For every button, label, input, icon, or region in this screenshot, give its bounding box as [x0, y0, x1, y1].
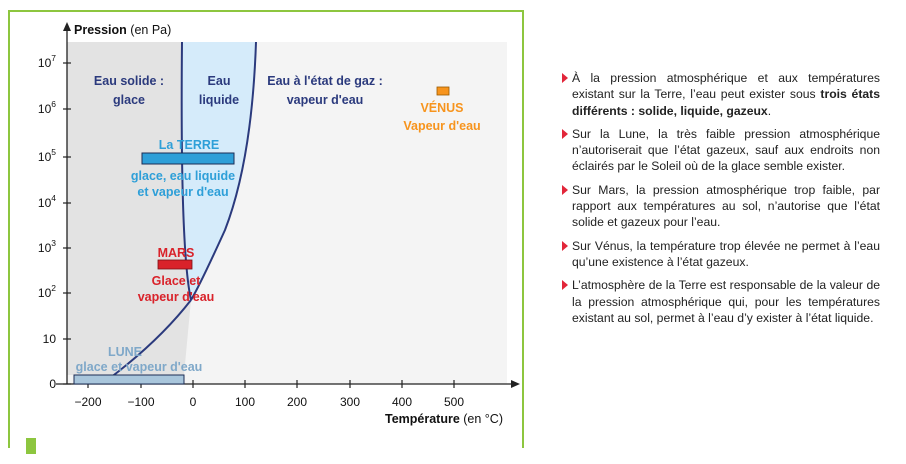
x-tick-label: 400	[391, 395, 413, 409]
explanation-paragraph	[562, 70, 880, 119]
terre-marker	[142, 153, 234, 164]
gas-region-label-2: vapeur d'eau	[286, 93, 364, 107]
mars-desc: Glace et	[151, 274, 201, 288]
y-tick-label: 0	[49, 377, 56, 391]
paragraph-emphasis: trois états différents : solide, liquide, gazeux	[572, 87, 880, 118]
solid-region-label-2: glace	[113, 93, 145, 107]
x-tick-label: 200	[286, 395, 308, 409]
venus-desc: Vapeur d'eau	[403, 119, 481, 133]
bullet-arrow-icon	[562, 129, 568, 139]
x-tick-label: 300	[339, 395, 361, 409]
x-tick-label: 0	[189, 395, 197, 409]
y-tick-label: $10^7$	[37, 53, 56, 70]
bullet-arrow-icon	[562, 241, 568, 251]
explanation-paragraph	[562, 182, 880, 231]
explanation-text	[562, 70, 880, 333]
x-tick-label: −100	[127, 395, 155, 409]
paragraph-text: Sur Mars, la pression atmosphérique trop faible, par rapport aux températures au sol, n’autorise que l’état solide et gazeux pour l’eau.	[572, 182, 880, 230]
paragraph-text: .	[767, 103, 772, 118]
solid-region-label: Eau solide :	[93, 74, 165, 88]
paragraph-text: À la pression atmosphérique et aux températures existant sur la Terre, l’eau peut exister sous	[572, 71, 880, 102]
x-tick-label: −200	[74, 395, 102, 409]
y-axis-arrow	[63, 22, 71, 31]
y-tick-group	[38, 53, 71, 391]
y-tick-label: $10^2$	[37, 283, 56, 300]
terre-desc-2: et vapeur d'eau	[137, 185, 229, 199]
bullet-arrow-icon	[562, 280, 568, 290]
terre-label: La TERRE	[158, 138, 220, 152]
lune-desc: glace et vapeur d'eau	[75, 360, 203, 374]
liquid-region-label: Eau	[207, 74, 231, 88]
frame-corner-decoration	[26, 438, 36, 454]
y-axis-title: Pression (en Pa)	[74, 23, 172, 37]
mars-desc-2: vapeur d'eau	[137, 290, 215, 304]
x-tick-label: 100	[234, 395, 256, 409]
solid-region	[67, 42, 191, 375]
explanation-paragraph	[562, 126, 880, 175]
lune-marker	[74, 375, 184, 384]
bullet-arrow-icon	[562, 73, 568, 83]
x-axis-arrow	[511, 380, 520, 388]
mars-label: MARS	[157, 246, 195, 260]
y-tick-label: $10^4$	[37, 193, 56, 210]
y-tick-label: $10^5$	[37, 147, 56, 164]
y-tick-label: 10	[42, 332, 56, 346]
gas-region-label: Eau à l'état de gaz :	[267, 74, 383, 88]
venus-label: VÉNUS	[420, 101, 464, 115]
x-axis-title: Température (en °C)	[385, 412, 503, 426]
paragraph-text: Sur Vénus, la température trop élevée ne permet à l’eau qu’une existence à l’état gazeux.	[572, 238, 880, 269]
explanation-paragraph	[562, 277, 880, 326]
y-tick-label: $10^6$	[37, 99, 56, 116]
liquid-region-label-2: liquide	[198, 93, 240, 107]
mars-marker	[158, 260, 192, 269]
x-tick-label: 500	[443, 395, 465, 409]
paragraph-text: L’atmosphère de la Terre est responsable de la valeur de la pression atmosphérique qui, pour les températures existant au sol, permet à l’eau d’y exister à l’état liquide.	[572, 278, 880, 325]
terre-desc: glace, eau liquide	[130, 169, 236, 183]
explanation-paragraph	[562, 238, 880, 271]
bullet-arrow-icon	[562, 185, 568, 195]
paragraph-text: Sur la Lune, la très faible pression atmosphérique n’autoriserait que l’état gazeux, sauf aux endroits non éclairés par le Soleil où de la glace semble exister.	[572, 126, 880, 174]
lune-label: LUNE	[107, 345, 143, 359]
y-tick-label: $10^3$	[37, 238, 56, 255]
venus-marker	[437, 87, 449, 95]
